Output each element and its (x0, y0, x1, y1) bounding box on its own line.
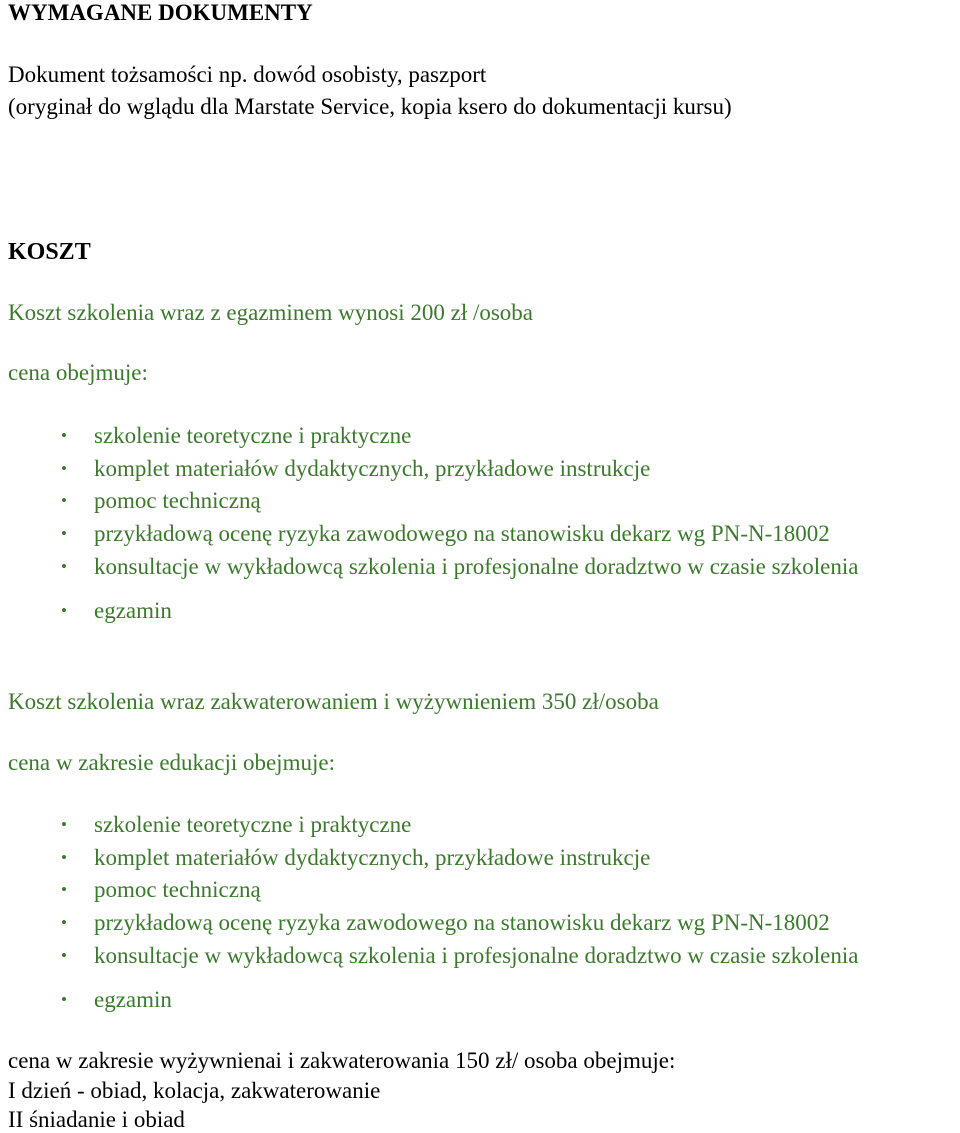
list-item: • egzamin (0, 978, 858, 1022)
offer2-day1-line: I dzień - obiad, kolacja, zakwaterowanie (8, 1078, 381, 1103)
list-item: • szkolenie teoretyczne i praktyczne (0, 420, 858, 453)
bullet-icon: • (61, 815, 67, 834)
offer2-day2-line: II śniadanie i obiad (8, 1107, 185, 1132)
offer2-price-line: Koszt szkolenia wraz zakwaterowaniem i wyżywnieniem 350 zł/osoba (8, 689, 659, 714)
list-item: • przykładową ocenę ryzyka zawodowego na stanowisku dekarz wg PN-N-18002 (0, 907, 858, 940)
list-item: • konsultacje w wykładowcą szkolenia i profesjonalne doradztwo w czasie szkolenia (0, 551, 858, 584)
offer2-accommodation-line: cena w zakresie wyżywnienai i zakwaterowania 150 zł/ osoba obejmuje: (8, 1048, 676, 1073)
list-item: • przykładową ocenę ryzyka zawodowego na stanowisku dekarz wg PN-N-18002 (0, 518, 858, 551)
list-item: • komplet materiałów dydaktycznych, przykładowe instrukcje (0, 453, 858, 486)
offer1-price-line: Koszt szkolenia wraz z egazminem wynosi 200 zł /osoba (8, 300, 534, 325)
bullet-icon: • (61, 601, 67, 621)
bullet-icon: • (61, 880, 67, 900)
offer1-includes-list (0, 420, 858, 633)
list-item: • egzamin (0, 589, 858, 633)
required-docs-heading: WYMAGANE DOKUMENTY (8, 0, 313, 25)
bullet-icon: • (61, 847, 67, 867)
bullet-icon: • (61, 426, 67, 445)
required-docs-line-1: Dokument tożsamości np. dowód osobisty, paszport (8, 62, 487, 87)
list-item: • konsultacje w wykładowcą szkolenia i profesjonalne doradztwo w czasie szkolenia (0, 940, 858, 973)
bullet-icon: • (61, 491, 67, 511)
list-item: • komplet materiałów dydaktycznych, przykładowe instrukcje (0, 842, 858, 875)
bullet-icon: • (61, 556, 67, 576)
required-docs-line-2: (oryginał do wglądu dla Marstate Service, kopia ksero do dokumentacji kursu) (8, 94, 732, 119)
offer2-includes-label: cena w zakresie edukacji obejmuje: (8, 750, 335, 775)
offer1-includes-label: cena obejmuje: (8, 360, 148, 385)
list-item: • szkolenie teoretyczne i praktyczne (0, 809, 858, 842)
cost-heading: KOSZT (8, 239, 91, 265)
offer2-includes-list (0, 809, 858, 1022)
bullet-icon: • (61, 524, 67, 544)
list-item: • pomoc techniczną (0, 874, 858, 907)
bullet-icon: • (61, 990, 67, 1010)
bullet-icon: • (61, 913, 67, 933)
bullet-icon: • (61, 945, 67, 965)
bullet-icon: • (61, 458, 67, 478)
list-item: • pomoc techniczną (0, 485, 858, 518)
